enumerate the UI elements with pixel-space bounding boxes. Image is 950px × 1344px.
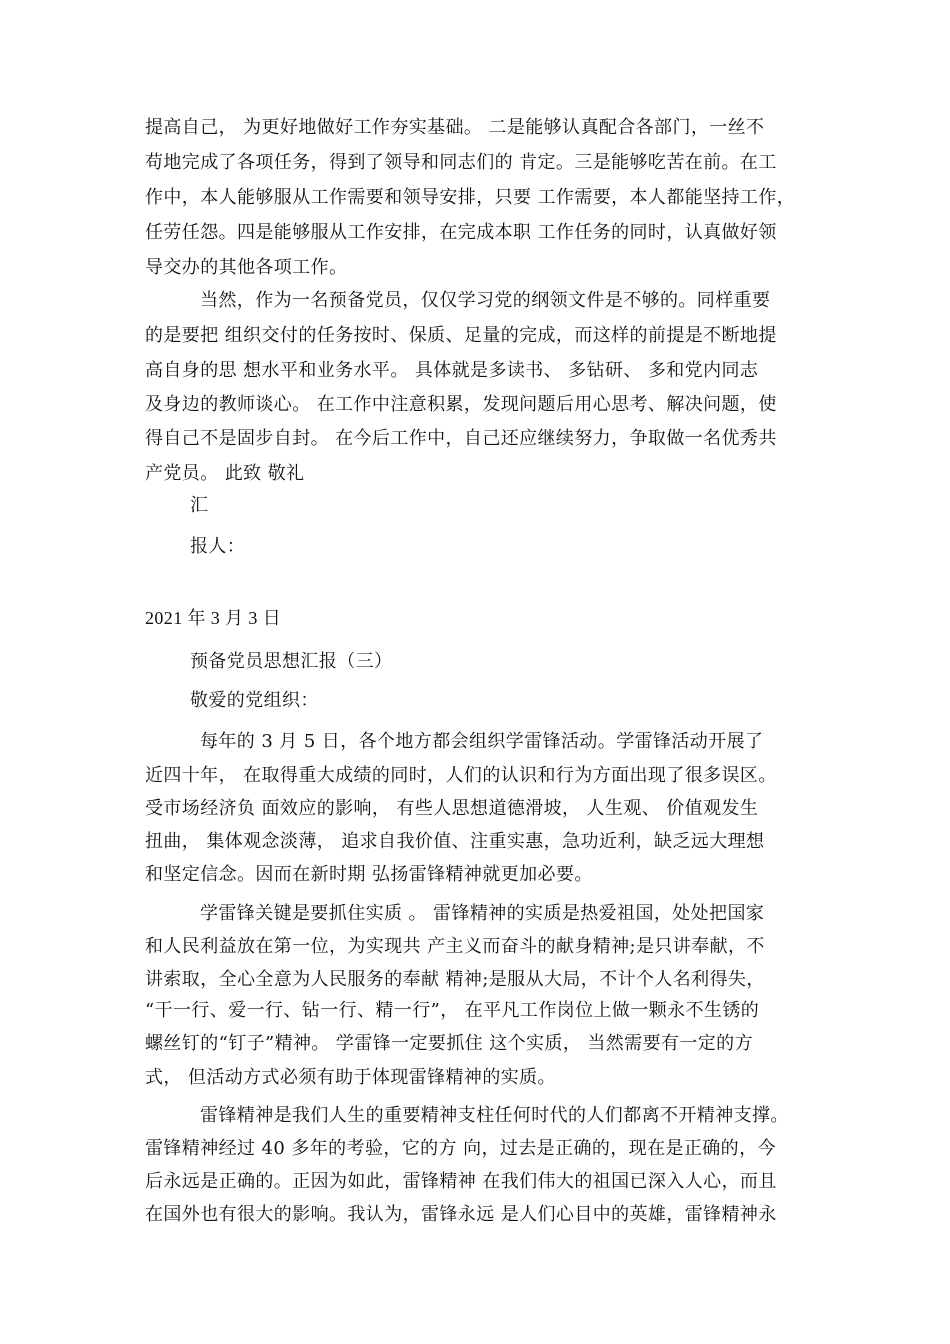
paragraph-1-line-2: 苟地完成了各项任务，得到了领导和同志们的 肯定。三是能够吃苦在前。在工 [145, 152, 777, 173]
report-date: 2021 年 3 月 3 日 [145, 608, 282, 628]
paragraph-1-line-4: 任劳任怨。四是能够服从工作安排，在完成本职 工作任务的同时，认真做好领 [145, 222, 777, 243]
paragraph-5-line-1: 雷锋精神是我们人生的重要精神支柱任何时代的人们都离不开精神支撑。 [200, 1105, 789, 1126]
paragraph-3-line-2: 近四十年， 在取得重大成绩的同时，人们的认识和行为方面出现了很多误区。 [145, 765, 777, 786]
signature-line-1: 汇 [190, 495, 209, 516]
paragraph-2-line-5: 得自己不是固步自封。 在今后工作中，自己还应继续努力，争取做一名优秀共 [145, 428, 777, 449]
paragraph-2-line-2: 的是要把 组织交付的任务按时、保质、足量的完成，而这样的前提是不断地提 [145, 325, 777, 346]
paragraph-2-line-4: 及身边的教师谈心。 在工作中注意积累，发现问题后用心思考、解决问题，使 [145, 394, 777, 415]
paragraph-2-line-1: 当然，作为一名预备党员，仅仅学习党的纲领文件是不够的。同样重要 [200, 290, 771, 311]
paragraph-4-line-6: 式， 但活动方式必须有助于体现雷锋精神的实质。 [145, 1067, 556, 1088]
paragraph-3-line-3: 受市场经济负 面效应的影响， 有些人思想道德滑坡， 人生观、 价值观发生 [145, 798, 759, 819]
paragraph-4-line-3: 讲索取，全心全意为人民服务的奉献 精神;是服从大局，不计个人名利得失， [145, 969, 765, 990]
paragraph-4-line-5: 螺丝钉的“钉子”精神。 学雷锋一定要抓住 这个实质， 当然需要有一定的方 [145, 1033, 753, 1054]
signature-line-2: 报人： [190, 536, 246, 557]
paragraph-2-line-3: 高自身的思 想水平和业务水平。 具体就是多读书、 多钻研、 多和党内同志 [145, 360, 759, 381]
paragraph-1-line-3: 作中，本人能够服从工作需要和领导安排，只要 工作需要，本人都能坚持工作， [145, 187, 796, 208]
paragraph-5-line-3: 后永远是正确的。正因为如此，雷锋精神 在我们伟大的祖国已深入人心，而且 [145, 1171, 777, 1192]
paragraph-3-line-4: 扭曲， 集体观念淡薄， 追求自我价值、注重实惠，急功近利，缺乏远大理想 [145, 831, 765, 852]
paragraph-1-line-1: 提高自己， 为更好地做好工作夯实基础。 二是能够认真配合各部门，一丝不 [145, 117, 765, 138]
salutation: 敬爱的党组织： [190, 690, 319, 711]
report-title: 预备党员思想汇报（三） [190, 651, 393, 672]
paragraph-5-line-2: 雷锋精神经过 40 多年的考验，它的方 向，过去是正确的，现在是正确的，今 [145, 1138, 776, 1159]
paragraph-5-line-4: 在国外也有很大的影响。我认为，雷锋永远 是人们心目中的英雄，雷锋精神永 [145, 1204, 777, 1225]
paragraph-4-line-1: 学雷锋关键是要抓住实质 。 雷锋精神的实质是热爱祖国，处处把国家 [200, 903, 765, 924]
paragraph-4-line-4: “干一行、爱一行、钻一行、精一行”， 在平凡工作岗位上做一颗永不生锈的 [145, 1000, 760, 1021]
paragraph-1-line-5: 导交办的其他各项工作。 [145, 257, 348, 278]
paragraph-3-line-5: 和坚定信念。因而在新时期 弘扬雷锋精神就更加必要。 [145, 864, 593, 885]
paragraph-4-line-2: 和人民利益放在第一位，为实现共 产主义而奋斗的献身精神;是只讲奉献，不 [145, 936, 765, 957]
paragraph-3-line-1: 每年的 3 月 5 日，各个地方都会组织学雷锋活动。学雷锋活动开展了 [200, 731, 764, 752]
paragraph-2-line-6: 产党员。 此致 敬礼 [145, 463, 305, 484]
